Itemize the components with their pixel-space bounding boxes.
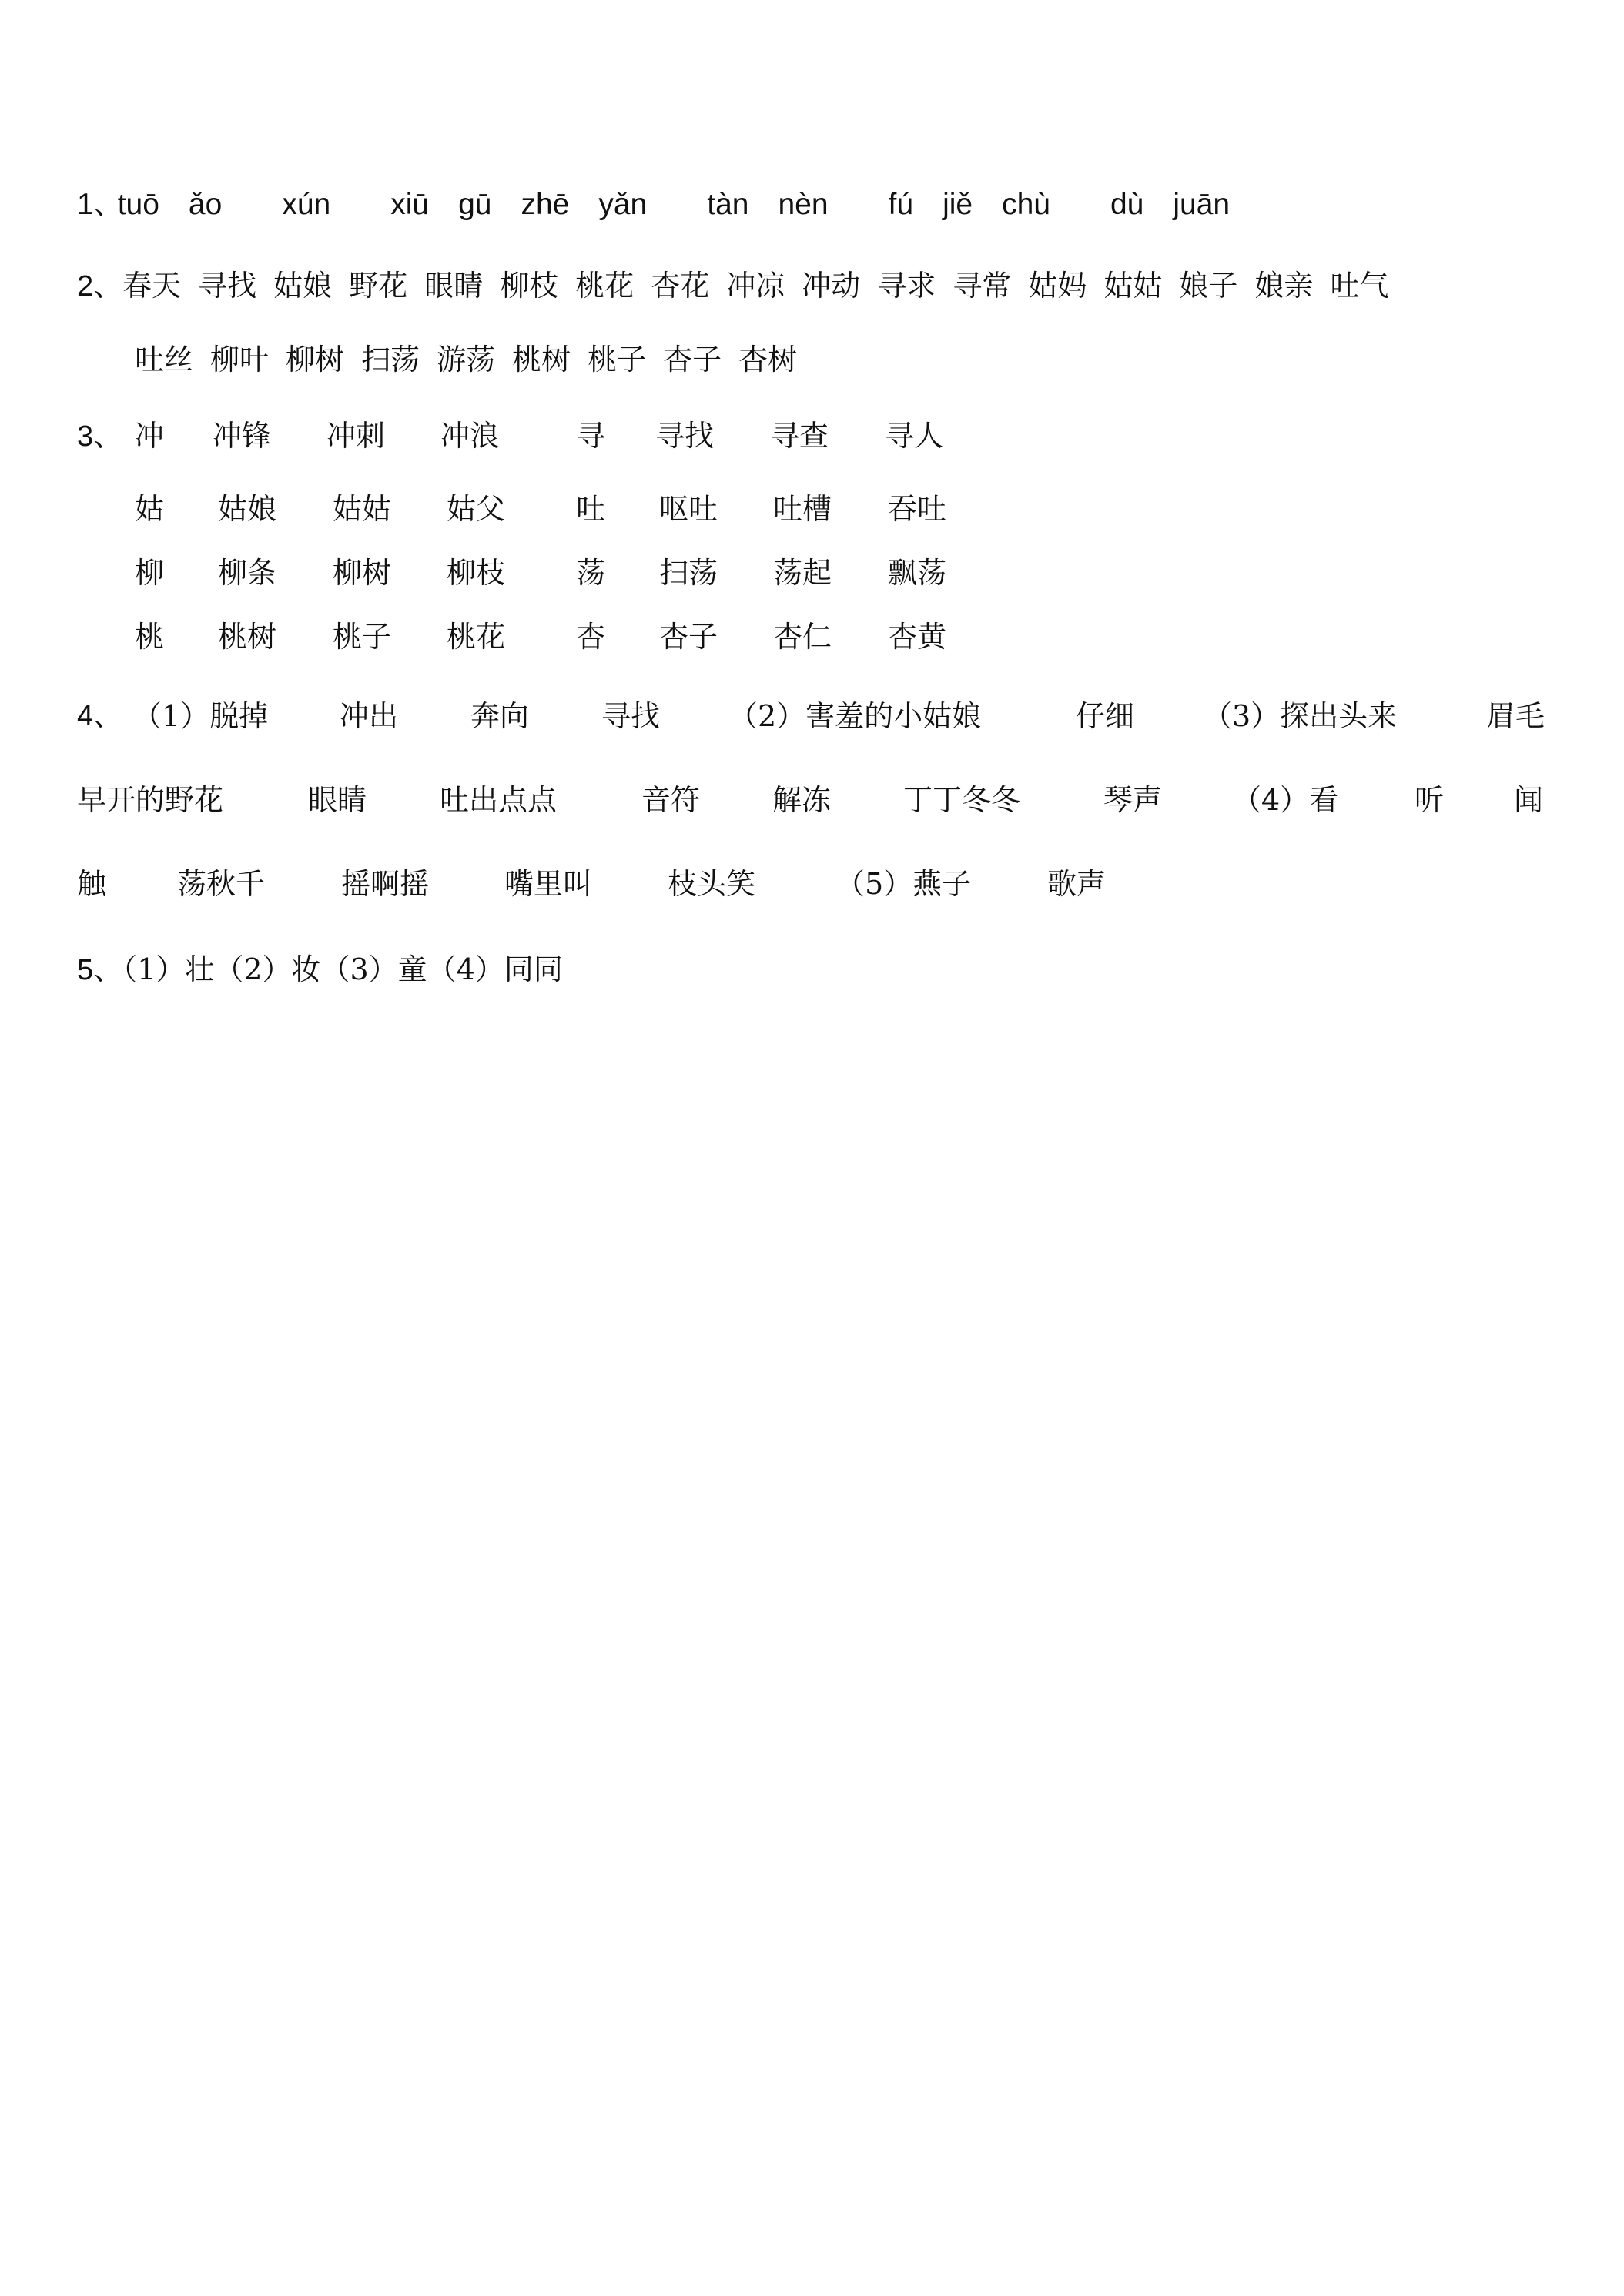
answer-item: 触: [77, 867, 107, 901]
word-item: 吞吐: [888, 492, 947, 526]
section-3-number-text: 3、: [77, 420, 123, 453]
answer-item: 音符: [641, 783, 701, 817]
answer-item: （3）探出头来: [1203, 699, 1398, 733]
word-item: 姑姑: [333, 492, 392, 526]
answer-item: 摇啊摇: [341, 867, 430, 901]
word-item: 柳枝: [447, 556, 506, 590]
answer-item: （1）脱掉: [132, 699, 269, 733]
section-2-line-2: [135, 343, 814, 377]
word-item: 冲凉: [726, 269, 785, 303]
pinyin-item: zhē: [521, 188, 570, 221]
answer-item: 荡秋千: [177, 867, 266, 901]
word-item: 寻常: [953, 269, 1012, 303]
section-1-number: 1、: [77, 188, 124, 221]
answer-item: 仔细: [1076, 699, 1135, 733]
answer-item: 冲出: [340, 699, 399, 733]
word-item: 杏树: [738, 343, 798, 377]
pinyin-item: juān: [1173, 188, 1231, 221]
word-item: 柳枝: [500, 269, 559, 303]
pinyin-item: xiū: [390, 188, 430, 221]
section-4-line-2: [0, 785, 1624, 816]
word-item: 寻查: [770, 419, 829, 453]
word-item: 游荡: [437, 343, 496, 377]
word-item: 飘荡: [888, 556, 947, 590]
word-item: 寻找: [655, 419, 715, 453]
answer-item: 歌声: [1047, 867, 1107, 901]
word-item: 杏仁: [773, 620, 832, 654]
word-item: 春天: [122, 269, 182, 303]
pinyin-item: gū: [458, 188, 492, 221]
pinyin-item: chù: [1002, 188, 1050, 221]
word-item: 冲: [135, 419, 165, 453]
answer-item: 眉毛: [1486, 699, 1545, 733]
pinyin-item: tàn: [707, 188, 749, 221]
word-item: 杏: [576, 620, 606, 654]
word-item: 扫荡: [361, 343, 420, 377]
pinyin-item: nèn: [778, 188, 829, 221]
section-5-answer: （1）壮（2）妆（3）童（4）同同: [122, 952, 563, 986]
section-4-line-3: [0, 869, 1624, 900]
answer-item: 琴声: [1103, 783, 1163, 817]
pinyin-item: ǎo: [188, 188, 223, 221]
word-item: 寻: [576, 419, 606, 453]
pinyin-item: tuō: [117, 188, 159, 221]
word-item: 寻人: [885, 419, 944, 453]
word-item: 桃花: [575, 269, 635, 303]
word-item: 姑娘: [218, 492, 277, 526]
answer-item: 吐出点点: [440, 783, 558, 817]
word-item: 桃树: [218, 620, 277, 654]
word-item: 冲刺: [326, 419, 386, 453]
word-item: 桃: [135, 620, 165, 654]
answer-item: 听: [1415, 783, 1445, 817]
word-item: 荡: [576, 556, 606, 590]
answer-item: 早开的野花: [77, 783, 224, 817]
word-item: 野花: [349, 269, 408, 303]
word-item: 桃树: [512, 343, 571, 377]
word-item: 姑娘: [273, 269, 333, 303]
word-item: 桃花: [447, 620, 506, 654]
word-item: 姑妈: [1028, 269, 1087, 303]
word-item: 眼睛: [424, 269, 484, 303]
word-item: 杏花: [651, 269, 710, 303]
word-item: 桃子: [333, 620, 392, 654]
answer-item: 奔向: [470, 699, 530, 733]
word-item: 吐丝: [135, 343, 194, 377]
word-item: 冲锋: [213, 419, 272, 453]
section-1-pinyin: [77, 189, 1259, 219]
word-item: 荡起: [773, 556, 832, 590]
section-5-line: [77, 952, 563, 986]
pinyin-item: jiě: [943, 188, 973, 221]
answer-item: （5）燕子: [835, 867, 972, 901]
word-item: 吐槽: [773, 492, 832, 526]
word-item: 柳: [135, 556, 165, 590]
word-item: 桃子: [588, 343, 647, 377]
word-item: 姑姑: [1103, 269, 1163, 303]
answer-item: 枝头笑: [668, 867, 756, 901]
word-item: 呕吐: [659, 492, 718, 526]
word-item: 冲动: [802, 269, 861, 303]
section-5-number: 5、: [77, 954, 123, 986]
section-2-number: 2、: [77, 270, 123, 303]
word-item: 冲浪: [440, 419, 500, 453]
section-4-line-1: [0, 701, 1624, 732]
pinyin-item: fú: [888, 188, 914, 221]
word-item: 娘亲: [1254, 269, 1314, 303]
answer-item: 闻: [1514, 783, 1544, 817]
word-item: 杏子: [659, 620, 718, 654]
word-item: 姑父: [447, 492, 506, 526]
word-item: 寻求: [877, 269, 936, 303]
answer-item: （2）害羞的小姑娘: [728, 699, 982, 733]
answer-item: 解冻: [772, 783, 832, 817]
pinyin-item: dù: [1110, 188, 1144, 221]
pinyin-item: xún: [282, 188, 331, 221]
section-4-number: 4、: [77, 700, 123, 732]
word-item: 娘子: [1179, 269, 1238, 303]
word-item: 柳条: [218, 556, 277, 590]
word-item: 柳树: [333, 556, 392, 590]
word-item: 吐: [576, 492, 606, 526]
word-item: 柳树: [286, 343, 345, 377]
section-2-line-1: [77, 271, 1405, 301]
word-item: 吐气: [1330, 269, 1389, 303]
answer-item: 眼睛: [308, 783, 367, 817]
word-item: 杏子: [663, 343, 722, 377]
word-item: 扫荡: [659, 556, 718, 590]
word-item: 姑: [135, 492, 165, 526]
answer-item: 寻找: [601, 699, 661, 733]
answer-item: 丁丁冬冬: [903, 783, 1021, 817]
word-item: 柳叶: [210, 343, 270, 377]
word-item: 杏黄: [888, 620, 947, 654]
section-3-row-4: [0, 622, 1624, 653]
answer-item: （4）看: [1232, 783, 1339, 817]
pinyin-item: yǎn: [598, 188, 648, 221]
answer-item: 嘴里叫: [504, 867, 593, 901]
section-3-row-2: [0, 494, 1624, 525]
section-3-row-1: [0, 421, 1624, 452]
word-item: 寻找: [198, 269, 257, 303]
section-3-row-3: [0, 558, 1624, 589]
